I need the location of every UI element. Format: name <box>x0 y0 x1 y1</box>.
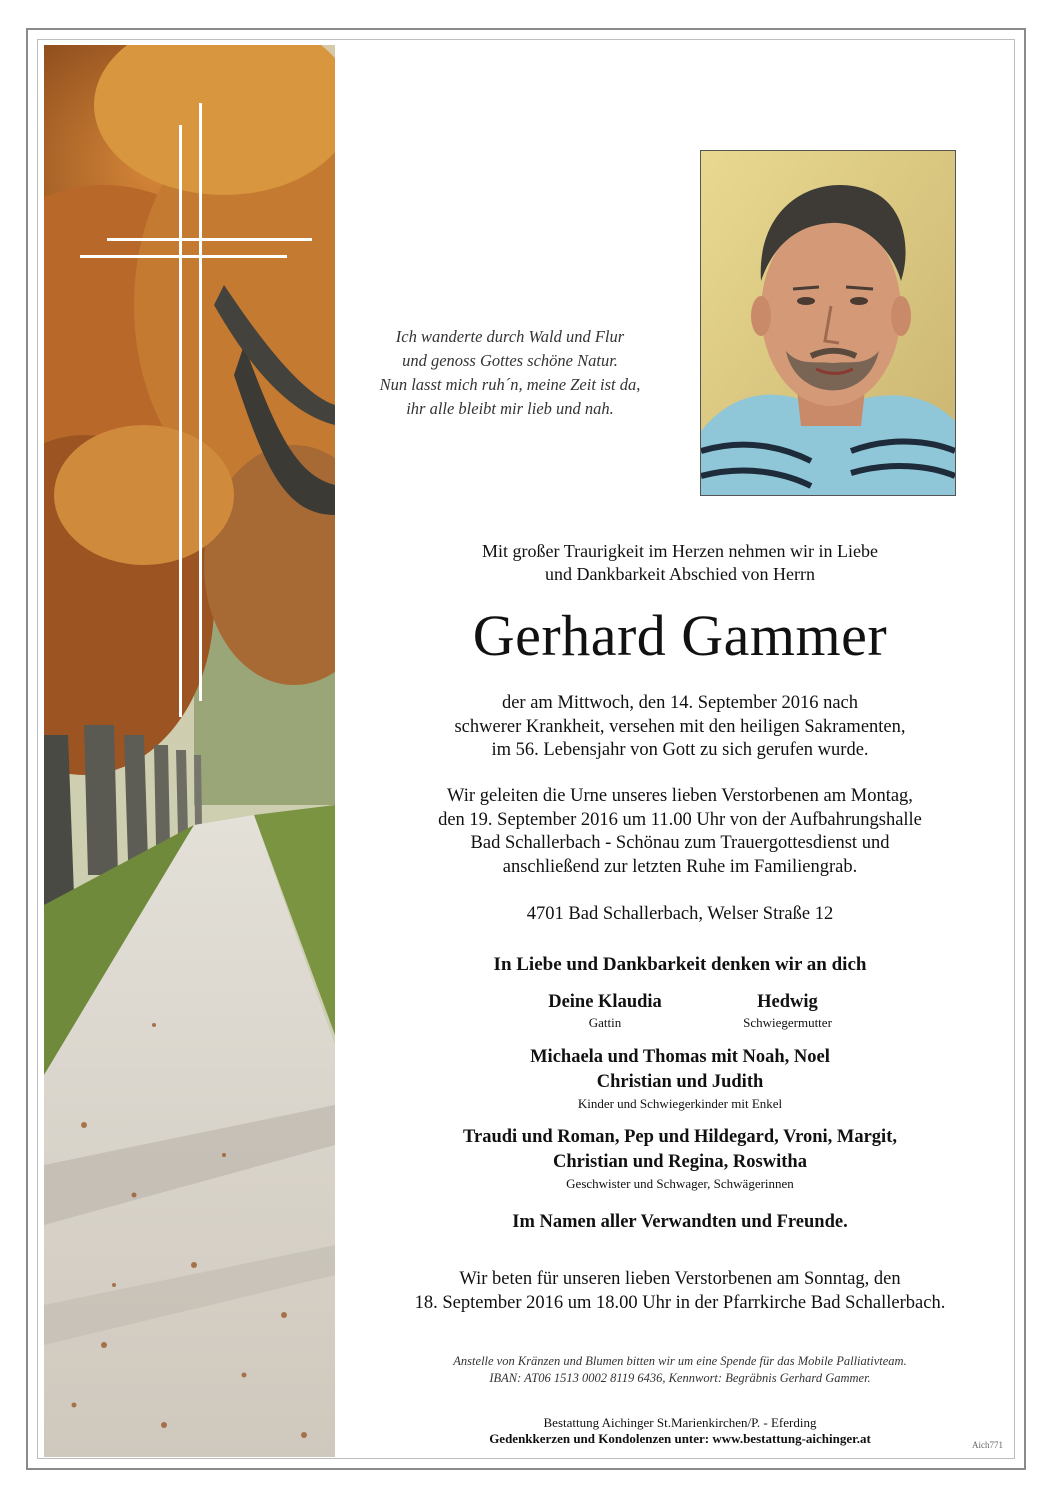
prayer-line: 18. September 2016 um 18.00 Uhr in der Pfarrkirche Bad Schallerbach. <box>414 1293 946 1313</box>
death-announcement <box>345 692 1015 763</box>
poem <box>345 325 675 421</box>
all-relatives: Im Namen aller Verwandten und Freunde. <box>512 1212 848 1232</box>
mourner-siblings <box>345 1125 1015 1192</box>
mourner-mother-in-law <box>700 990 875 1031</box>
mourner-names-line: Michaela und Thomas mit Noah, Noel <box>530 1047 830 1067</box>
deceased-name: Gerhard Gammer <box>472 603 888 668</box>
mourner-name: Hedwig <box>757 992 818 1012</box>
intro-line: Mit großer Traurigkeit im Herzen nehmen wir in Liebe <box>482 541 878 561</box>
autumn-alley-image <box>44 45 335 1457</box>
mourner-names-line: Christian und Judith <box>596 1072 764 1092</box>
portrait-illustration <box>701 151 955 495</box>
intro-text <box>345 540 1015 586</box>
address: 4701 Bad Schallerbach, Welser Straße 12 <box>526 904 834 924</box>
funeral-line: den 19. September 2016 um 11.00 Uhr von der Aufbahrungshalle <box>438 809 922 830</box>
poem-line: Nun lasst mich ruh´n, meine Zeit ist da, <box>379 375 641 394</box>
funeral-line: Wir geleiten die Urne unseres lieben Verstorbenen am Montag, <box>447 786 913 806</box>
funeral-line: Bad Schallerbach - Schönau zum Trauergottesdienst und <box>470 833 890 853</box>
funeral-details <box>345 785 1015 879</box>
mourner-names-line: Christian und Regina, Roswitha <box>553 1152 807 1172</box>
funeral-home-name: Bestattung Aichinger St.Marienkirchen/P. - Eferding <box>543 1415 817 1430</box>
mourner-role: Geschwister und Schwager, Schwägerinnen <box>566 1176 794 1191</box>
prayer-service <box>345 1267 1015 1315</box>
funeral-line: anschließend zur letzten Ruhe im Familiengrab. <box>502 856 858 877</box>
intro-line: und Dankbarkeit Abschied von Herrn <box>545 564 815 584</box>
donation-line: Anstelle von Kränzen und Blumen bitten wir um eine Spende für das Mobile Palliativteam. <box>453 1354 907 1368</box>
mourner-names-line: Traudi und Roman, Pep und Hildegard, Vroni, Margit, <box>463 1127 897 1147</box>
reference-code: Aich771 <box>972 1440 1003 1450</box>
mourner-wife <box>505 990 705 1031</box>
prayer-line: Wir beten für unseren lieben Verstorbenen am Sonntag, den <box>459 1269 901 1289</box>
mourner-role: Kinder und Schwiegerkinder mit Enkel <box>577 1096 783 1111</box>
death-line: schwerer Krankheit, versehen mit den heiligen Sakramenten, <box>454 716 906 737</box>
death-line: der am Mittwoch, den 14. September 2016 nach <box>501 693 859 713</box>
condolence-link[interactable]: Gedenkkerzen und Kondolenzen unter: www.bestattung-aichinger.at <box>489 1431 871 1446</box>
poem-line: Ich wanderte durch Wald und Flur <box>395 327 625 346</box>
poem-line: und genoss Gottes schöne Natur. <box>402 351 618 370</box>
death-line: im 56. Lebensjahr von Gott zu sich gerufen wurde. <box>491 740 869 760</box>
mourner-role: Schwiegermutter <box>743 1015 832 1030</box>
donation-line: IBAN: AT06 1513 0002 8119 6436, Kennwort: Begräbnis Gerhard Gammer. <box>489 1371 871 1385</box>
mourner-role: Gattin <box>588 1015 622 1030</box>
autumn-alley-illustration <box>44 45 335 1457</box>
poem-line: ihr alle bleibt mir lieb und nah. <box>406 399 614 418</box>
mourner-children <box>345 1045 1015 1112</box>
donation-note <box>345 1353 1015 1387</box>
portrait-photo <box>700 150 956 496</box>
thanks-heading: In Liebe und Dankbarkeit denken wir an dich <box>493 954 867 975</box>
mourner-name: Deine Klaudia <box>548 992 662 1012</box>
funeral-home-footer <box>345 1415 1015 1447</box>
